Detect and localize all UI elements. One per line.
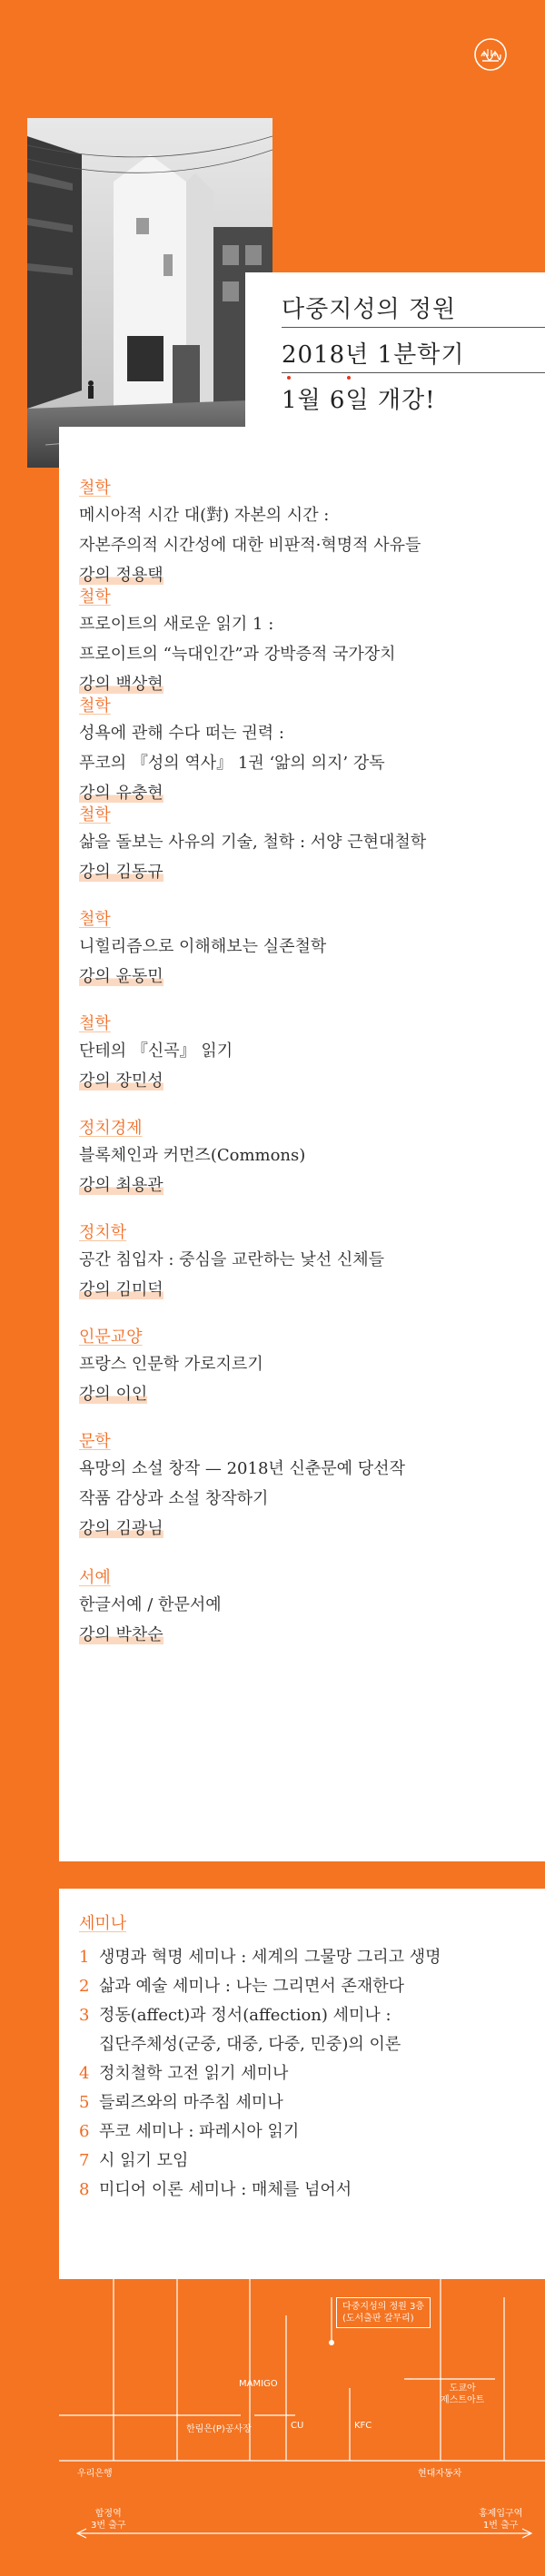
- course-title: 자본주의적 시간성에 대한 비판적·혁명적 사유들: [79, 536, 421, 555]
- course-item[interactable]: [79, 1326, 527, 1409]
- course-title: 한글서예 / 한문서예: [79, 1595, 222, 1614]
- seminar-title: 삶과 예술 세미나 : 나는 그리면서 존재한다: [99, 1977, 404, 1996]
- seminar-number: 8: [79, 2180, 90, 2199]
- course-item[interactable]: [79, 908, 527, 992]
- course-category: 철학: [79, 1014, 111, 1033]
- landmark-label: KFC: [354, 2421, 372, 2431]
- course-title: 프로이트의 새로운 읽기 1 :: [79, 615, 274, 634]
- seminar-heading: 세미나: [79, 1914, 127, 1933]
- course-title: 블록체인과 커먼즈(Commons): [79, 1146, 306, 1165]
- course-list: [59, 427, 545, 1861]
- course-item[interactable]: [79, 1012, 527, 1096]
- seminar-item[interactable]: [79, 2176, 534, 2205]
- course-category: 서예: [79, 1568, 111, 1587]
- logo: [472, 36, 509, 73]
- course-item[interactable]: [79, 586, 527, 699]
- course-lecturer: 강의 백상현: [79, 675, 164, 694]
- course-category: 철학: [79, 587, 111, 607]
- seminar-title: 정치철학 고전 읽기 세미나: [99, 2064, 289, 2083]
- course-category: 철학: [79, 696, 111, 716]
- divider: [282, 327, 545, 328]
- seminar-number: 6: [79, 2122, 90, 2141]
- course-lecturer: 강의 정용택: [79, 566, 164, 585]
- course-lecturer: 강의 김미덕: [79, 1280, 164, 1299]
- course-item[interactable]: [79, 1117, 527, 1200]
- seminar-title: 미디어 이론 세미나 : 매체를 넘어서: [99, 2180, 352, 2199]
- seminar-item[interactable]: [79, 2088, 534, 2117]
- course-category: 철학: [79, 479, 111, 498]
- course-lecturer: 강의 박찬순: [79, 1625, 164, 1644]
- station-label: 합정역 3번 출구: [91, 2509, 126, 2531]
- course-title: 욕망의 소설 창작 — 2018년 신춘문예 당선작: [79, 1459, 405, 1478]
- course-item[interactable]: [79, 695, 527, 808]
- course-category: 철학: [79, 805, 111, 824]
- seminar-title: 푸코 세미나 : 파레시아 읽기: [99, 2122, 300, 2141]
- course-title: 성욕에 관해 수다 떠는 권력 :: [79, 724, 284, 743]
- landmark-label: MAMIGO: [239, 2379, 278, 2389]
- course-category: 문학: [79, 1432, 111, 1451]
- course-title: 삶을 돌보는 사유의 기술, 철학 : 서양 근현대철학: [79, 833, 427, 852]
- seminar-subtitle: 집단주체성(군중, 대중, 다중, 민중)의 이론: [99, 2035, 401, 2054]
- seminar-title: 정동(affect)과 정서(affection) 세미나 :: [99, 2006, 391, 2025]
- seminar-number: 1: [79, 1948, 90, 1967]
- course-title: 작품 감상과 소설 창작하기: [79, 1489, 269, 1508]
- course-item[interactable]: [79, 1566, 527, 1650]
- course-item[interactable]: [79, 477, 527, 590]
- landmark-label: 도쿄아 제스트아트: [441, 2384, 485, 2405]
- course-lecturer: 강의 김동규: [79, 863, 164, 882]
- seminar-number: 3: [79, 2006, 90, 2025]
- seminar-title: 생명과 혁명 세미나 : 세계의 그물망 그리고 생명: [99, 1948, 441, 1967]
- page-title: 다중지성의 정원: [282, 296, 457, 323]
- course-title: 프랑스 인문학 가로지르기: [79, 1355, 263, 1374]
- location-map: [59, 2279, 545, 2576]
- course-title: 프로이트의 “늑대인간”과 강박증적 국가장치: [79, 645, 396, 664]
- course-category: 정치학: [79, 1223, 127, 1242]
- destination-label: 다중지성의 정원 3층 (도서출판 갈무리): [336, 2297, 431, 2328]
- seminar-number: 2: [79, 1977, 90, 1996]
- course-title: 단테의 『신곡』 읽기: [79, 1041, 233, 1061]
- seminar-list: [59, 1889, 545, 2279]
- course-item[interactable]: [79, 804, 527, 887]
- seminar-number: 4: [79, 2064, 90, 2083]
- course-lecturer: 강의 최용관: [79, 1176, 164, 1195]
- course-lecturer: 강의 유충현: [79, 784, 164, 803]
- course-item[interactable]: [79, 1430, 527, 1544]
- wave-circle-icon: [472, 36, 509, 73]
- seminar-item[interactable]: [79, 1972, 534, 2001]
- course-lecturer: 강의 김광님: [79, 1519, 164, 1538]
- course-title: 니힐리즘으로 이해해보는 실존철학: [79, 937, 327, 956]
- building-photo: [27, 118, 272, 468]
- seminar-item[interactable]: [79, 2059, 534, 2088]
- semester-label: 2018년 1분학기: [282, 341, 465, 369]
- course-title: 메시아적 시간 대(對) 자본의 시간 :: [79, 506, 330, 525]
- seminar-item[interactable]: [79, 2117, 534, 2147]
- seminar-item[interactable]: [79, 2147, 534, 2176]
- seminar-number: 5: [79, 2093, 90, 2112]
- landmark-label: 한림은(P)공사장: [186, 2424, 252, 2434]
- course-title: 푸코의 『성의 역사』 1권 ‘앎의 의지’ 강독: [79, 754, 385, 773]
- divider: [282, 372, 545, 373]
- title-card: [245, 272, 545, 427]
- course-lecturer: 강의 이인: [79, 1385, 148, 1404]
- seminar-item[interactable]: [79, 1943, 534, 1972]
- course-lecturer: 강의 윤동민: [79, 967, 164, 986]
- station-label: 홍제입구역 1번 출구: [479, 2509, 523, 2531]
- seminar-number: 7: [79, 2151, 90, 2170]
- course-category: 정치경제: [79, 1119, 143, 1138]
- landmark-label: CU: [291, 2421, 304, 2431]
- course-lecturer: 강의 장민성: [79, 1071, 164, 1091]
- seminar-title: 시 읽기 모임: [99, 2151, 189, 2170]
- landmark-label: 현대자동차: [418, 2469, 462, 2479]
- course-category: 인문교양: [79, 1327, 143, 1347]
- landmark-label: 우리은행: [77, 2469, 113, 2479]
- course-item[interactable]: [79, 1221, 527, 1305]
- seminar-title: 들뢰즈와의 마주침 세미나: [99, 2093, 283, 2112]
- course-category: 철학: [79, 910, 111, 929]
- seminar-item[interactable]: [79, 2001, 534, 2030]
- course-title: 공간 침입자 : 중심을 교란하는 낯선 신체들: [79, 1250, 384, 1269]
- opening-date: 1월 6일 개강!: [282, 387, 436, 414]
